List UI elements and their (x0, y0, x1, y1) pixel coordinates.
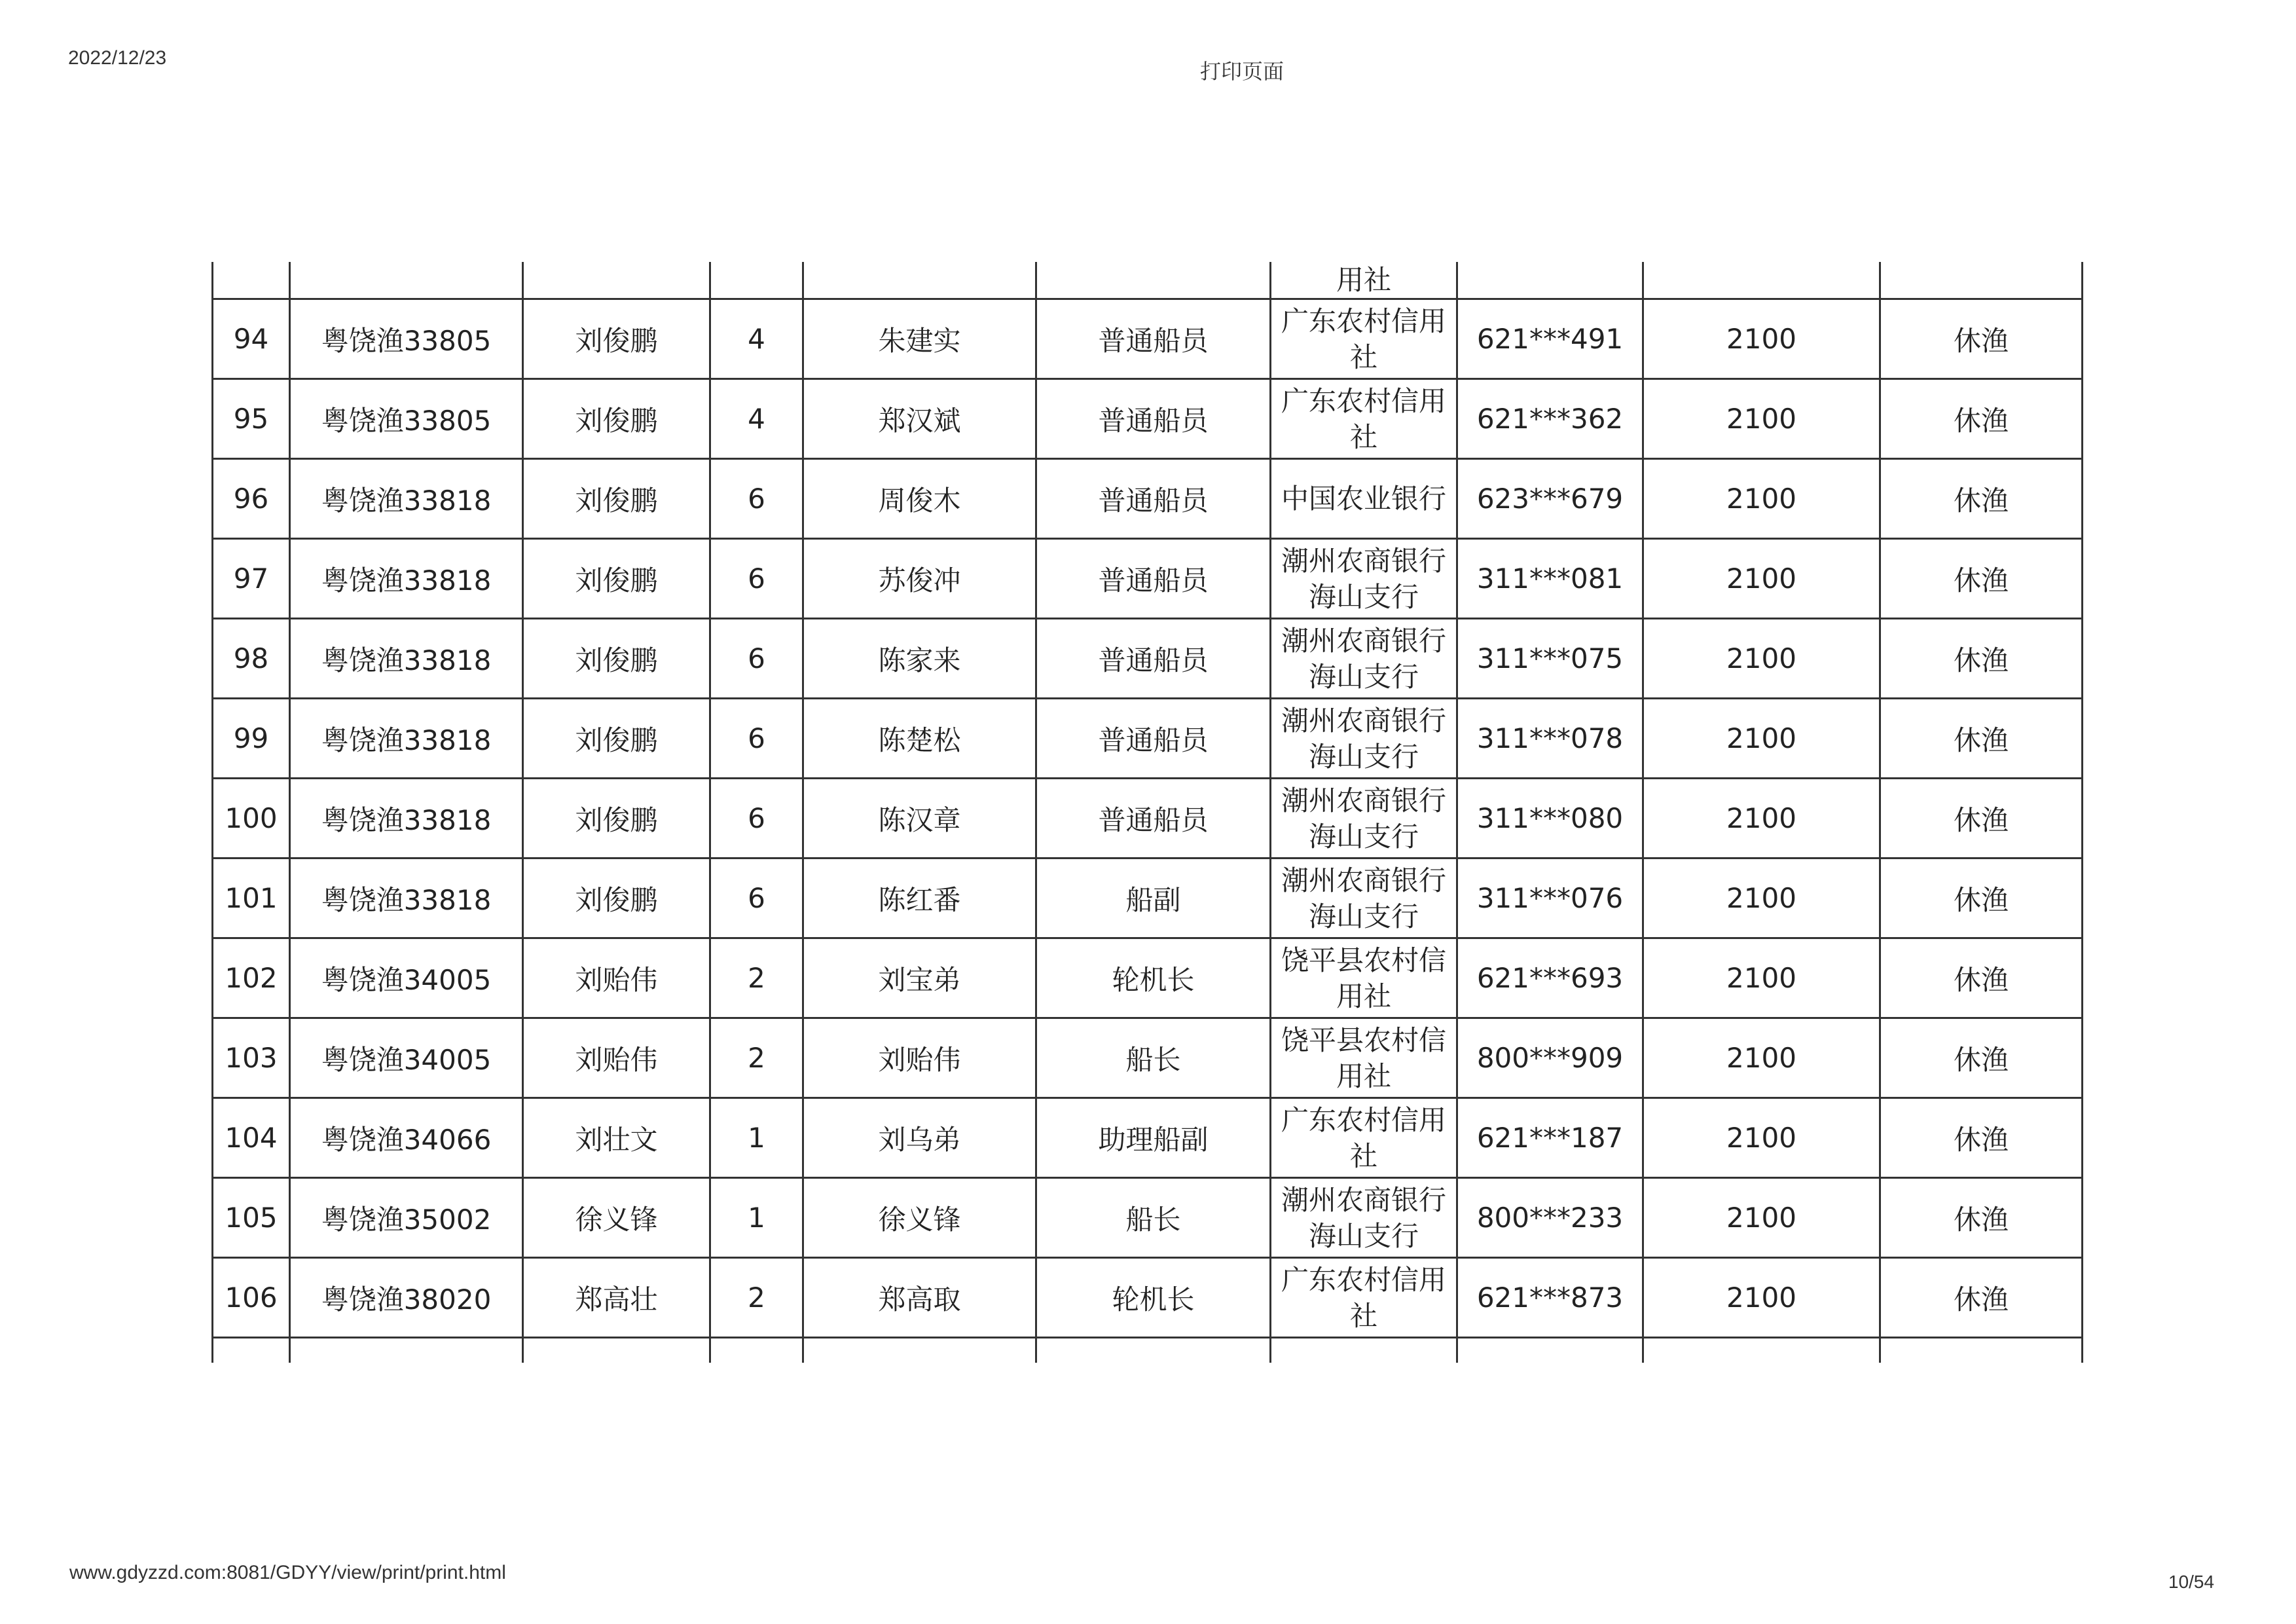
bank-cell: 广东农村信用社 (1271, 299, 1457, 379)
crew-count-cell: 6 (710, 699, 803, 779)
status-cell: 休渔 (1880, 858, 2083, 938)
row-index-cell: 105 (213, 1178, 290, 1258)
table-row-cut (213, 1338, 2083, 1363)
ship-number-cell: 粤饶渔33818 (290, 459, 523, 539)
owner-name-cell: 刘壮文 (523, 1098, 710, 1178)
ship-number-cell: 粤饶渔33818 (290, 779, 523, 858)
row-index-cell: 94 (213, 299, 290, 379)
amount-cell: 2100 (1643, 1178, 1880, 1258)
account-cell: 311***078 (1457, 699, 1643, 779)
ship-number-cell: 粤饶渔33818 (290, 539, 523, 619)
crew-count-cell: 4 (710, 379, 803, 459)
account-cell: 800***909 (1457, 1018, 1643, 1098)
row-index-cell: 100 (213, 779, 290, 858)
row-index-cell: 103 (213, 1018, 290, 1098)
account-cell: 311***081 (1457, 539, 1643, 619)
bank-cell: 广东农村信用社 (1271, 1098, 1457, 1178)
position-cell: 轮机长 (1036, 1258, 1271, 1338)
owner-name-cell: 刘俊鹏 (523, 379, 710, 459)
owner-name-cell: 刘俊鹏 (523, 459, 710, 539)
row-index-cell: 95 (213, 379, 290, 459)
row-index-cell: 99 (213, 699, 290, 779)
row-index-cell: 97 (213, 539, 290, 619)
bank-cell: 广东农村信用社 (1271, 1258, 1457, 1338)
position-cell: 普通船员 (1036, 539, 1271, 619)
amount-cell: 2100 (1643, 858, 1880, 938)
crew-count-cell: 4 (710, 299, 803, 379)
amount-cell: 2100 (1643, 539, 1880, 619)
crew-count-cell: 6 (710, 858, 803, 938)
ship-number-cell: 粤饶渔38020 (290, 1258, 523, 1338)
position-cell: 普通船员 (1036, 299, 1271, 379)
position-cell: 普通船员 (1036, 379, 1271, 459)
table-row (213, 459, 2083, 539)
crew-count-cell: 2 (710, 938, 803, 1018)
account-cell: 621***873 (1457, 1258, 1643, 1338)
bank-cell: 潮州农商银行海山支行 (1271, 779, 1457, 858)
status-cell: 休渔 (1880, 779, 2083, 858)
crew-name-cell: 陈汉章 (803, 779, 1036, 858)
account-cell: 621***693 (1457, 938, 1643, 1018)
row-index-cell: 98 (213, 619, 290, 699)
row-index-cell: 104 (213, 1098, 290, 1178)
bank-cell: 饶平县农村信用社 (1271, 938, 1457, 1018)
bank-cell: 潮州农商银行海山支行 (1271, 858, 1457, 938)
row-index-cell: 106 (213, 1258, 290, 1338)
owner-name-cell: 刘俊鹏 (523, 299, 710, 379)
owner-name-cell: 刘贻伟 (523, 1018, 710, 1098)
ship-number-cell: 粤饶渔34005 (290, 1018, 523, 1098)
crew-name-cell: 陈家来 (803, 619, 1036, 699)
amount-cell: 2100 (1643, 779, 1880, 858)
ship-number-cell: 粤饶渔33818 (290, 858, 523, 938)
ship-number-cell: 粤饶渔34005 (290, 938, 523, 1018)
owner-name-cell: 刘贻伟 (523, 938, 710, 1018)
crew-count-cell: 1 (710, 1098, 803, 1178)
account-cell: 800***233 (1457, 1178, 1643, 1258)
amount-cell: 2100 (1643, 1258, 1880, 1338)
crew-count-cell: 6 (710, 459, 803, 539)
ship-number-cell: 粤饶渔33805 (290, 299, 523, 379)
position-cell: 船副 (1036, 858, 1271, 938)
crew-name-cell: 刘乌弟 (803, 1098, 1036, 1178)
status-cell: 休渔 (1880, 1018, 2083, 1098)
ship-number-cell: 粤饶渔33818 (290, 699, 523, 779)
amount-cell: 2100 (1643, 619, 1880, 699)
amount-cell: 2100 (1643, 1018, 1880, 1098)
table-row (213, 539, 2083, 619)
table-row (213, 858, 2083, 938)
crew-name-cell: 周俊木 (803, 459, 1036, 539)
owner-name-cell: 刘俊鹏 (523, 779, 710, 858)
print-date: 2022/12/23 (68, 47, 167, 69)
amount-cell: 2100 (1643, 938, 1880, 1018)
status-cell: 休渔 (1880, 619, 2083, 699)
bank-cell: 广东农村信用社 (1271, 379, 1457, 459)
position-cell: 普通船员 (1036, 459, 1271, 539)
ship-number-cell: 粤饶渔34066 (290, 1098, 523, 1178)
print-url: www.gdyzzd.com:8081/GDYY/view/print/print.html (69, 1562, 506, 1583)
ship-number-cell: 粤饶渔33805 (290, 379, 523, 459)
position-cell: 船长 (1036, 1178, 1271, 1258)
owner-name-cell: 刘俊鹏 (523, 539, 710, 619)
status-cell: 休渔 (1880, 938, 2083, 1018)
crew-name-cell: 刘宝弟 (803, 938, 1036, 1018)
amount-cell: 2100 (1643, 459, 1880, 539)
crew-name-cell: 朱建实 (803, 299, 1036, 379)
print-page-title: 打印页面 (1200, 59, 1285, 84)
position-cell: 普通船员 (1036, 779, 1271, 858)
bank-cell: 潮州农商银行海山支行 (1271, 539, 1457, 619)
crew-name-cell: 徐义锋 (803, 1178, 1036, 1258)
table-row (213, 938, 2083, 1018)
status-cell: 休渔 (1880, 1098, 2083, 1178)
table-row (213, 699, 2083, 779)
crew-name-cell: 陈红番 (803, 858, 1036, 938)
table-row (213, 299, 2083, 379)
bank-cell: 潮州农商银行海山支行 (1271, 1178, 1457, 1258)
crew-name-cell: 郑高取 (803, 1258, 1036, 1338)
status-cell: 休渔 (1880, 1178, 2083, 1258)
bank-cell: 饶平县农村信用社 (1271, 1018, 1457, 1098)
status-cell: 休渔 (1880, 299, 2083, 379)
table-row (213, 379, 2083, 459)
owner-name-cell: 刘俊鹏 (523, 858, 710, 938)
row-index-cell: 96 (213, 459, 290, 539)
status-cell: 休渔 (1880, 1258, 2083, 1338)
account-cell: 311***075 (1457, 619, 1643, 699)
position-cell: 普通船员 (1036, 699, 1271, 779)
owner-name-cell: 徐义锋 (523, 1178, 710, 1258)
account-cell: 621***491 (1457, 299, 1643, 379)
row-index-cell: 101 (213, 858, 290, 938)
amount-cell: 2100 (1643, 299, 1880, 379)
owner-name-cell: 刘俊鹏 (523, 699, 710, 779)
position-cell: 助理船副 (1036, 1098, 1271, 1178)
account-cell: 311***076 (1457, 858, 1643, 938)
table-row (213, 779, 2083, 858)
crew-name-cell: 刘贻伟 (803, 1018, 1036, 1098)
page-number: 10/54 (2168, 1572, 2215, 1592)
bank-cell: 潮州农商银行海山支行 (1271, 699, 1457, 779)
ship-number-cell: 粤饶渔33818 (290, 619, 523, 699)
table-row (213, 1018, 2083, 1098)
account-cell: 621***362 (1457, 379, 1643, 459)
crew-count-cell: 6 (710, 619, 803, 699)
row-index-cell: 102 (213, 938, 290, 1018)
status-cell: 休渔 (1880, 699, 2083, 779)
table-row (213, 619, 2083, 699)
account-cell: 311***080 (1457, 779, 1643, 858)
amount-cell: 2100 (1643, 1098, 1880, 1178)
status-cell: 休渔 (1880, 459, 2083, 539)
account-cell: 623***679 (1457, 459, 1643, 539)
table-row (213, 1178, 2083, 1258)
status-cell: 休渔 (1880, 379, 2083, 459)
position-cell: 普通船员 (1036, 619, 1271, 699)
bank-cell: 用社 (1271, 262, 1457, 299)
crew-count-cell: 6 (710, 539, 803, 619)
table-row-continued (213, 262, 2083, 299)
bank-cell: 中国农业银行 (1271, 459, 1457, 539)
crew-count-cell: 1 (710, 1178, 803, 1258)
crew-count-cell: 2 (710, 1258, 803, 1338)
crew-count-cell: 2 (710, 1018, 803, 1098)
position-cell: 轮机长 (1036, 938, 1271, 1018)
subsidy-table (211, 262, 2083, 1363)
crew-name-cell: 苏俊冲 (803, 539, 1036, 619)
amount-cell: 2100 (1643, 699, 1880, 779)
account-cell: 621***187 (1457, 1098, 1643, 1178)
status-cell: 休渔 (1880, 539, 2083, 619)
crew-name-cell: 陈楚松 (803, 699, 1036, 779)
owner-name-cell: 郑高壮 (523, 1258, 710, 1338)
crew-name-cell: 郑汉斌 (803, 379, 1036, 459)
crew-count-cell: 6 (710, 779, 803, 858)
owner-name-cell: 刘俊鹏 (523, 619, 710, 699)
position-cell: 船长 (1036, 1018, 1271, 1098)
amount-cell: 2100 (1643, 379, 1880, 459)
bank-cell: 潮州农商银行海山支行 (1271, 619, 1457, 699)
ship-number-cell: 粤饶渔35002 (290, 1178, 523, 1258)
table-row (213, 1258, 2083, 1338)
table-row (213, 1098, 2083, 1178)
table-body (213, 262, 2083, 1363)
